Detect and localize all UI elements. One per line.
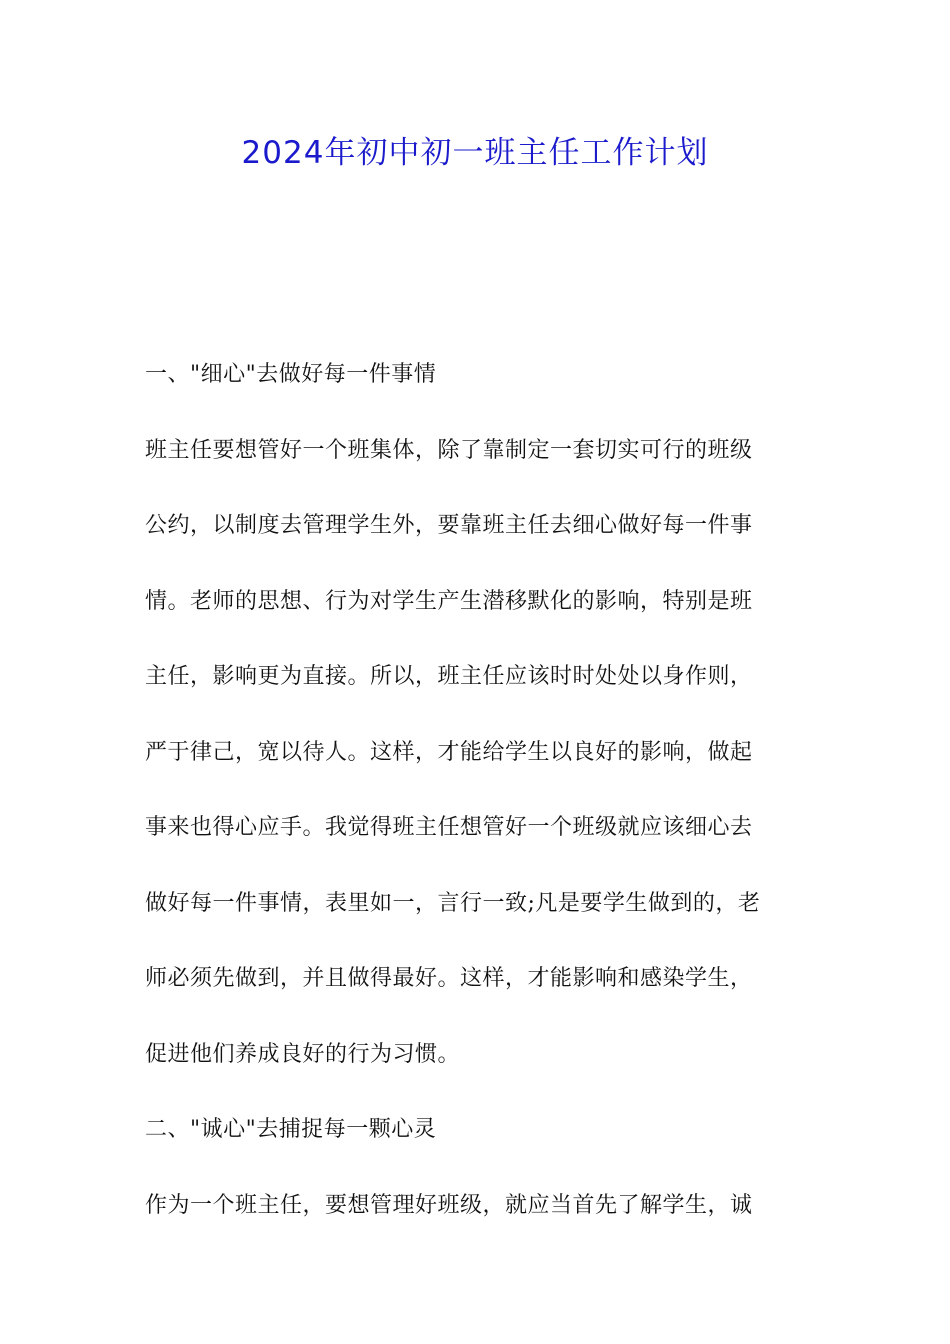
body-line: 公约，以制度去管理学生外，要靠班主任去细心做好每一件事 [145, 513, 753, 538]
body-line: 情。老师的思想、行为对学生产生潜移默化的影响，特别是班 [145, 588, 753, 614]
body-line: 做好每一件事情，表里如一，言行一致;凡是要学生做到的，老 [145, 890, 761, 916]
body-line: 严于律己，宽以待人。这样，才能给学生以良好的影响，做起 [145, 739, 753, 765]
section-heading-2: 二、"诚心"去捕捉每一颗心灵 [145, 1117, 437, 1142]
body-line: 班主任要想管好一个班集体，除了靠制定一套切实可行的班级 [145, 437, 753, 463]
body-line: 促进他们养成良好的行为习惯。 [145, 1041, 461, 1067]
body-line: 作为一个班主任，要想管理好班级，就应当首先了解学生，诚 [145, 1192, 753, 1218]
section-heading-1: 一、"细心"去做好每一件事情 [145, 362, 437, 387]
body-line: 事来也得心应手。我觉得班主任想管好一个班级就应该细心去 [145, 815, 753, 840]
document-title: 2024年初中初一班主任工作计划 [241, 135, 709, 171]
body-line: 师必须先做到，并且做得最好。这样，才能影响和感染学生， [145, 966, 753, 991]
document-body [145, 337, 807, 1243]
body-line: 主任，影响更为直接。所以，班主任应该时时处处以身作则， [145, 664, 753, 689]
